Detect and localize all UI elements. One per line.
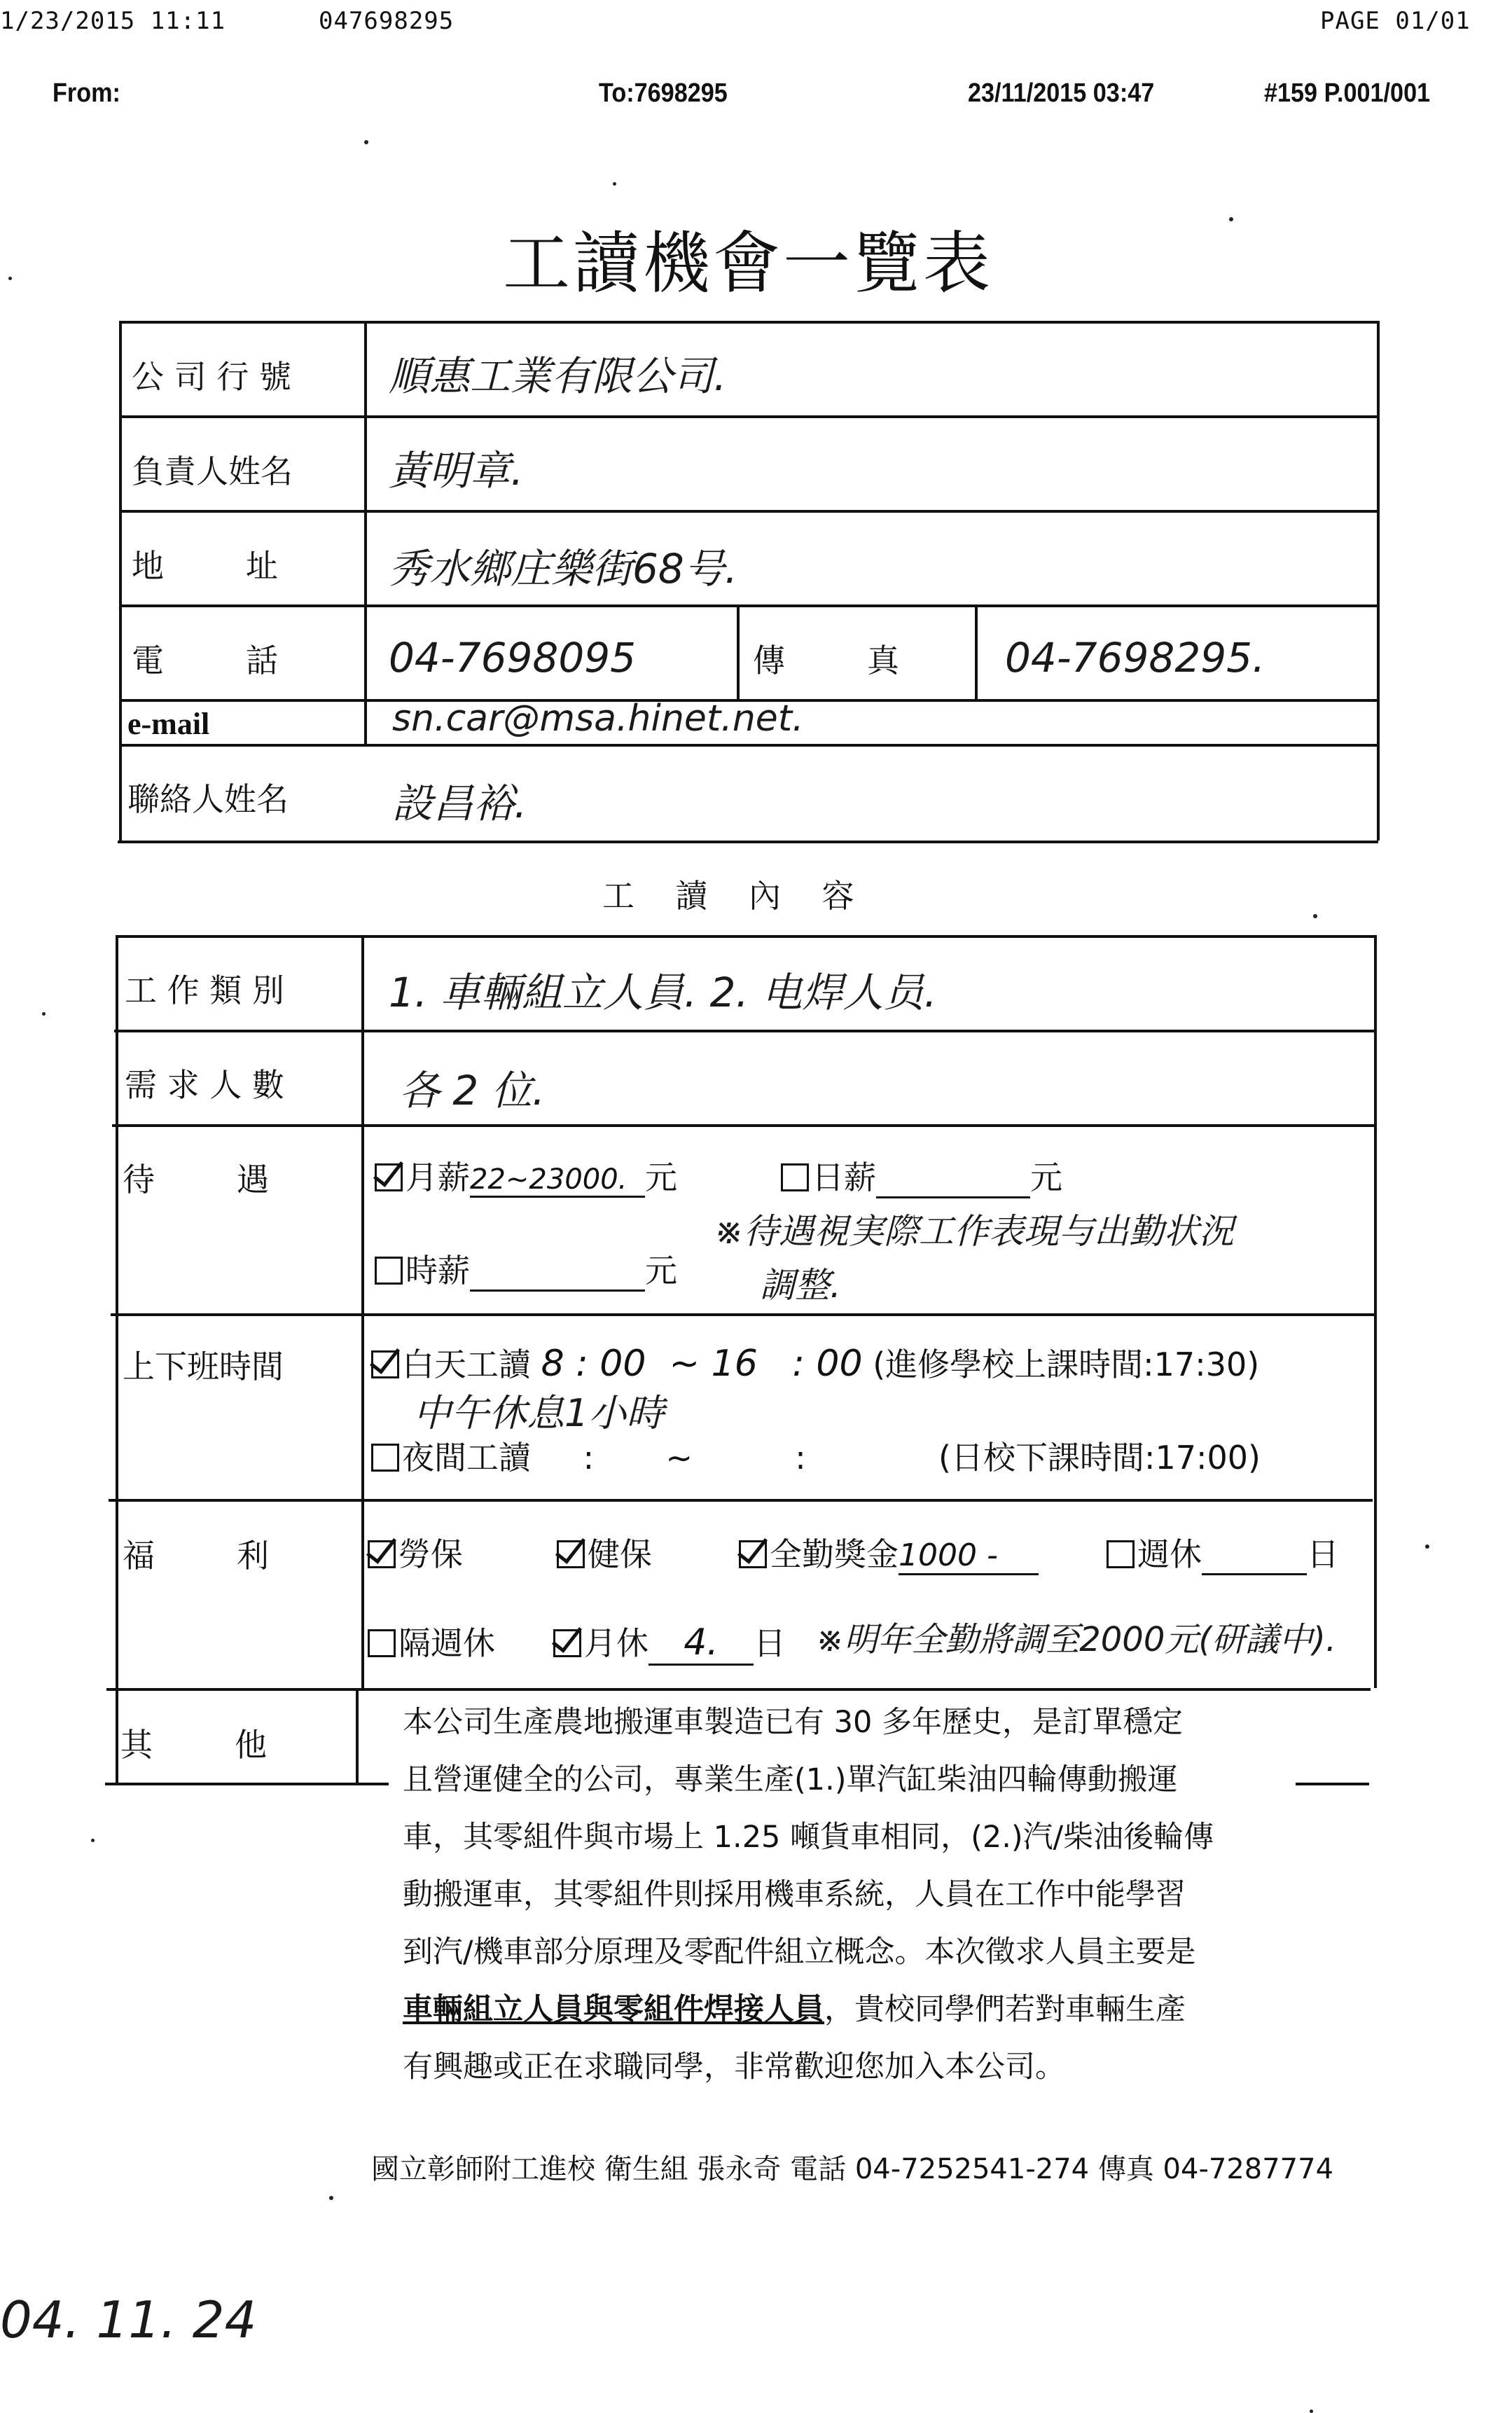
label-fax: 傳 真 bbox=[753, 642, 899, 679]
labor-insurance-checkbox[interactable] bbox=[368, 1540, 396, 1568]
monthly-pay-value: 22~23000. bbox=[470, 1163, 645, 1198]
fax-datetime: 1/23/2015 11:11 bbox=[0, 7, 226, 35]
fax-job-id: #159 P.001/001 bbox=[1264, 78, 1431, 108]
biweekly-off-checkbox[interactable] bbox=[368, 1629, 396, 1657]
weekly-off-checkbox[interactable] bbox=[1107, 1540, 1135, 1568]
day-shift: 白天工讀 8 : 00 ~ 16 : 00 (進修學校上課時間:17:30) bbox=[371, 1339, 1259, 1385]
label-benefits: 福 利 bbox=[123, 1537, 269, 1575]
biweekly-off: 隔週休 bbox=[368, 1618, 495, 1664]
monthly-off-checkbox[interactable] bbox=[553, 1629, 581, 1657]
health-insurance-checkbox[interactable] bbox=[557, 1540, 585, 1568]
label-email: e-mail bbox=[127, 707, 210, 741]
section-heading: 工 讀 內 容 bbox=[602, 877, 854, 915]
company-description bbox=[403, 1694, 1292, 2096]
attendance-bonus: 全勤獎金1000 - bbox=[739, 1529, 1039, 1575]
email-value: sn.car@msa.hinet.net. bbox=[392, 698, 804, 740]
pay-note: ※待遇視実際工作表現与出勤状況 bbox=[714, 1211, 1234, 1252]
daily-pay: 日薪 元 bbox=[781, 1152, 1062, 1198]
description-line: 有興趣或正在求職同學，非常歡迎您加入本公司。 bbox=[403, 2049, 1065, 2084]
monthly-pay: 月薪22~23000. 元 bbox=[375, 1152, 677, 1198]
label-contact: 聯絡人姓名 bbox=[127, 780, 289, 818]
description-line: 車，其零組件與市場上 1.25 噸貨車相同，(2.)汽/柴油後輪傳 bbox=[403, 1820, 1214, 1855]
night-shift-checkbox[interactable] bbox=[371, 1444, 399, 1472]
daily-checkbox[interactable] bbox=[781, 1163, 809, 1191]
day-shift-hours: 8 : 00 ~ 16 : 00 bbox=[541, 1343, 863, 1385]
footer-contact: 國立彰師附工進校 衛生組 張永奇 電話 04-7252541-274 傳真 04-7287774 bbox=[371, 2153, 1334, 2185]
headcount-value: 各 2 位. bbox=[399, 1067, 546, 1114]
pay-note-cont: 調整. bbox=[760, 1265, 841, 1306]
description-line: 且營運健全的公司，專業生產(1.)單汽缸柴油四輪傳動搬運 bbox=[403, 1762, 1178, 1797]
address-value: 秀水鄉庄樂街68号. bbox=[389, 545, 738, 593]
label-hours: 上下班時間 bbox=[123, 1348, 284, 1385]
day-shift-checkbox[interactable] bbox=[371, 1350, 399, 1378]
night-shift: 夜間工讀 : ~ : bbox=[371, 1432, 806, 1479]
weekly-off: 週休 日 bbox=[1107, 1529, 1339, 1575]
benefits-note: ※明年全勤將調至2000元(研議中). bbox=[816, 1620, 1337, 1659]
fax-received-time: 23/11/2015 03:47 bbox=[968, 78, 1155, 108]
lunch-break: 中午休息1小時 bbox=[413, 1391, 665, 1435]
label-company: 公 司 行 號 bbox=[132, 358, 291, 396]
job-type-value: 1. 車輛組立人員. 2. 电焊人员. bbox=[389, 969, 937, 1016]
monthly-off: 月休 4. 日 bbox=[553, 1618, 786, 1666]
attendance-bonus-value: 1000 - bbox=[899, 1537, 1039, 1575]
hourly-pay: 時薪 元 bbox=[375, 1245, 677, 1292]
label-pay: 待 遇 bbox=[123, 1161, 269, 1198]
label-headcount: 需 求 人 數 bbox=[125, 1066, 284, 1104]
page-title: 工讀機會一覽表 bbox=[503, 224, 993, 303]
fax-to: To:7698295 bbox=[599, 78, 728, 108]
attendance-bonus-checkbox[interactable] bbox=[739, 1540, 767, 1568]
fax-from: From: bbox=[53, 78, 120, 108]
night-shift-note: (日校下課時間:17:00) bbox=[938, 1439, 1261, 1477]
monthly-checkbox[interactable] bbox=[375, 1163, 403, 1191]
description-line: 本公司生產農地搬運車製造已有 30 多年歷史，是訂單穩定 bbox=[403, 1705, 1184, 1740]
labor-insurance: 勞保 bbox=[368, 1529, 463, 1575]
monthly-off-days: 4. bbox=[649, 1622, 754, 1666]
label-phone: 電 話 bbox=[132, 642, 278, 679]
handwritten-date: 04. 11. 24 bbox=[0, 2290, 257, 2349]
label-job-type: 工 作 類 別 bbox=[125, 972, 284, 1009]
company-name: 順惠工業有限公司. bbox=[389, 352, 727, 400]
fax-number: 047698295 bbox=[319, 7, 455, 35]
label-other: 其 他 bbox=[120, 1726, 267, 1764]
fax-value: 04-7698295. bbox=[1005, 634, 1265, 682]
description-line: 動搬運車，其零組件則採用機車系統，人員在工作中能學習 bbox=[403, 1877, 1186, 1912]
hourly-checkbox[interactable] bbox=[375, 1257, 403, 1285]
description-line: 到汽/機車部分原理及零配件組立概念。本次徵求人員主要是 bbox=[403, 1935, 1196, 1970]
phone-value: 04-7698095 bbox=[389, 634, 637, 682]
label-address: 地 址 bbox=[132, 547, 278, 585]
owner-name: 黃明章. bbox=[389, 447, 524, 495]
description-line: 車輛組立人員與零組件焊接人員，貴校同學們若對車輛生產 bbox=[403, 1992, 1186, 2027]
label-owner: 負責人姓名 bbox=[132, 452, 293, 490]
health-insurance: 健保 bbox=[557, 1529, 652, 1575]
fax-page: PAGE 01/01 bbox=[1320, 7, 1471, 35]
day-shift-note: (進修學校上課時間:17:30) bbox=[873, 1346, 1260, 1383]
contact-name: 設昌裕. bbox=[392, 780, 527, 827]
